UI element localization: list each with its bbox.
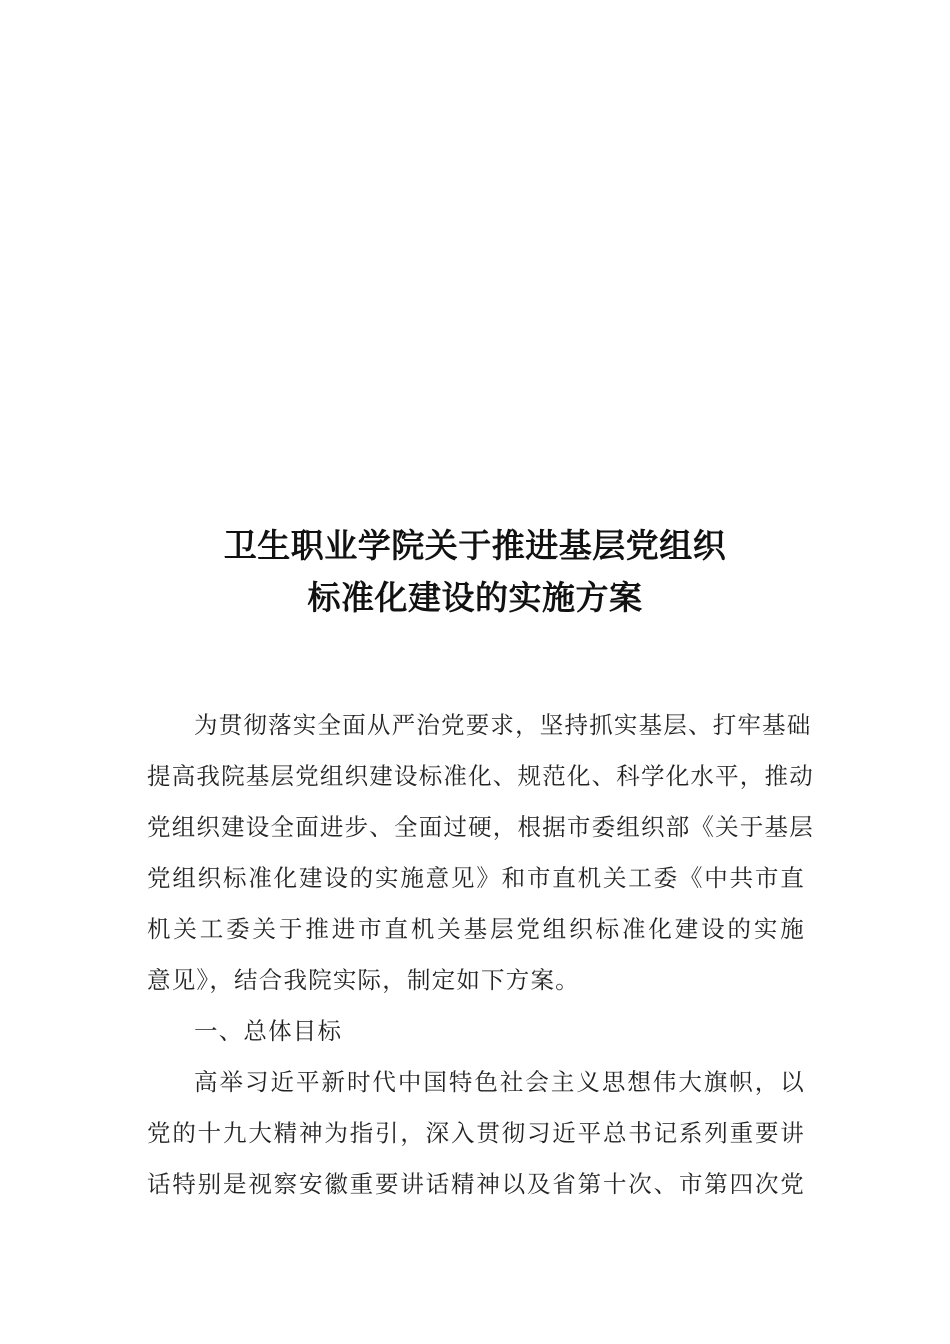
text-line: 党组织标准化建设的实施意见》和市直机关工委《中共市直 bbox=[147, 864, 805, 892]
text-line: 提高我院基层党组织建设标准化、规范化、科学化水平，推动 bbox=[147, 762, 814, 790]
title-line-2: 标准化建设的实施方案 bbox=[307, 578, 643, 617]
section-heading bbox=[147, 1006, 805, 1057]
paragraph-goal bbox=[147, 1057, 805, 1210]
text-line: 为贯彻落实全面从严治党要求，坚持抓实基层、打牢基础 bbox=[194, 711, 812, 739]
document-body bbox=[147, 700, 814, 1210]
text-line: 机关工委关于推进市直机关基层党组织标准化建设的实施 bbox=[147, 915, 805, 943]
text-line: 话特别是视察安徽重要讲话精神以及省第十次、市第四次党 bbox=[147, 1170, 805, 1198]
text-line: 意见》，结合我院实际，制定如下方案。 bbox=[147, 966, 580, 994]
section-heading-text: 一、总体目标 bbox=[194, 1017, 343, 1045]
text-line: 党组织建设全面进步、全面过硬，根据市委组织部《关于基层 bbox=[147, 813, 814, 841]
text-line: 高举习近平新时代中国特色社会主义思想伟大旗帜，以 bbox=[194, 1068, 805, 1096]
document-title bbox=[0, 520, 950, 624]
text-line: 党的十九大精神为指引，深入贯彻习近平总书记系列重要讲 bbox=[147, 1119, 805, 1147]
title-line-1: 卫生职业学院关于推进基层党组织 bbox=[223, 526, 727, 565]
paragraph-intro bbox=[147, 700, 814, 1006]
